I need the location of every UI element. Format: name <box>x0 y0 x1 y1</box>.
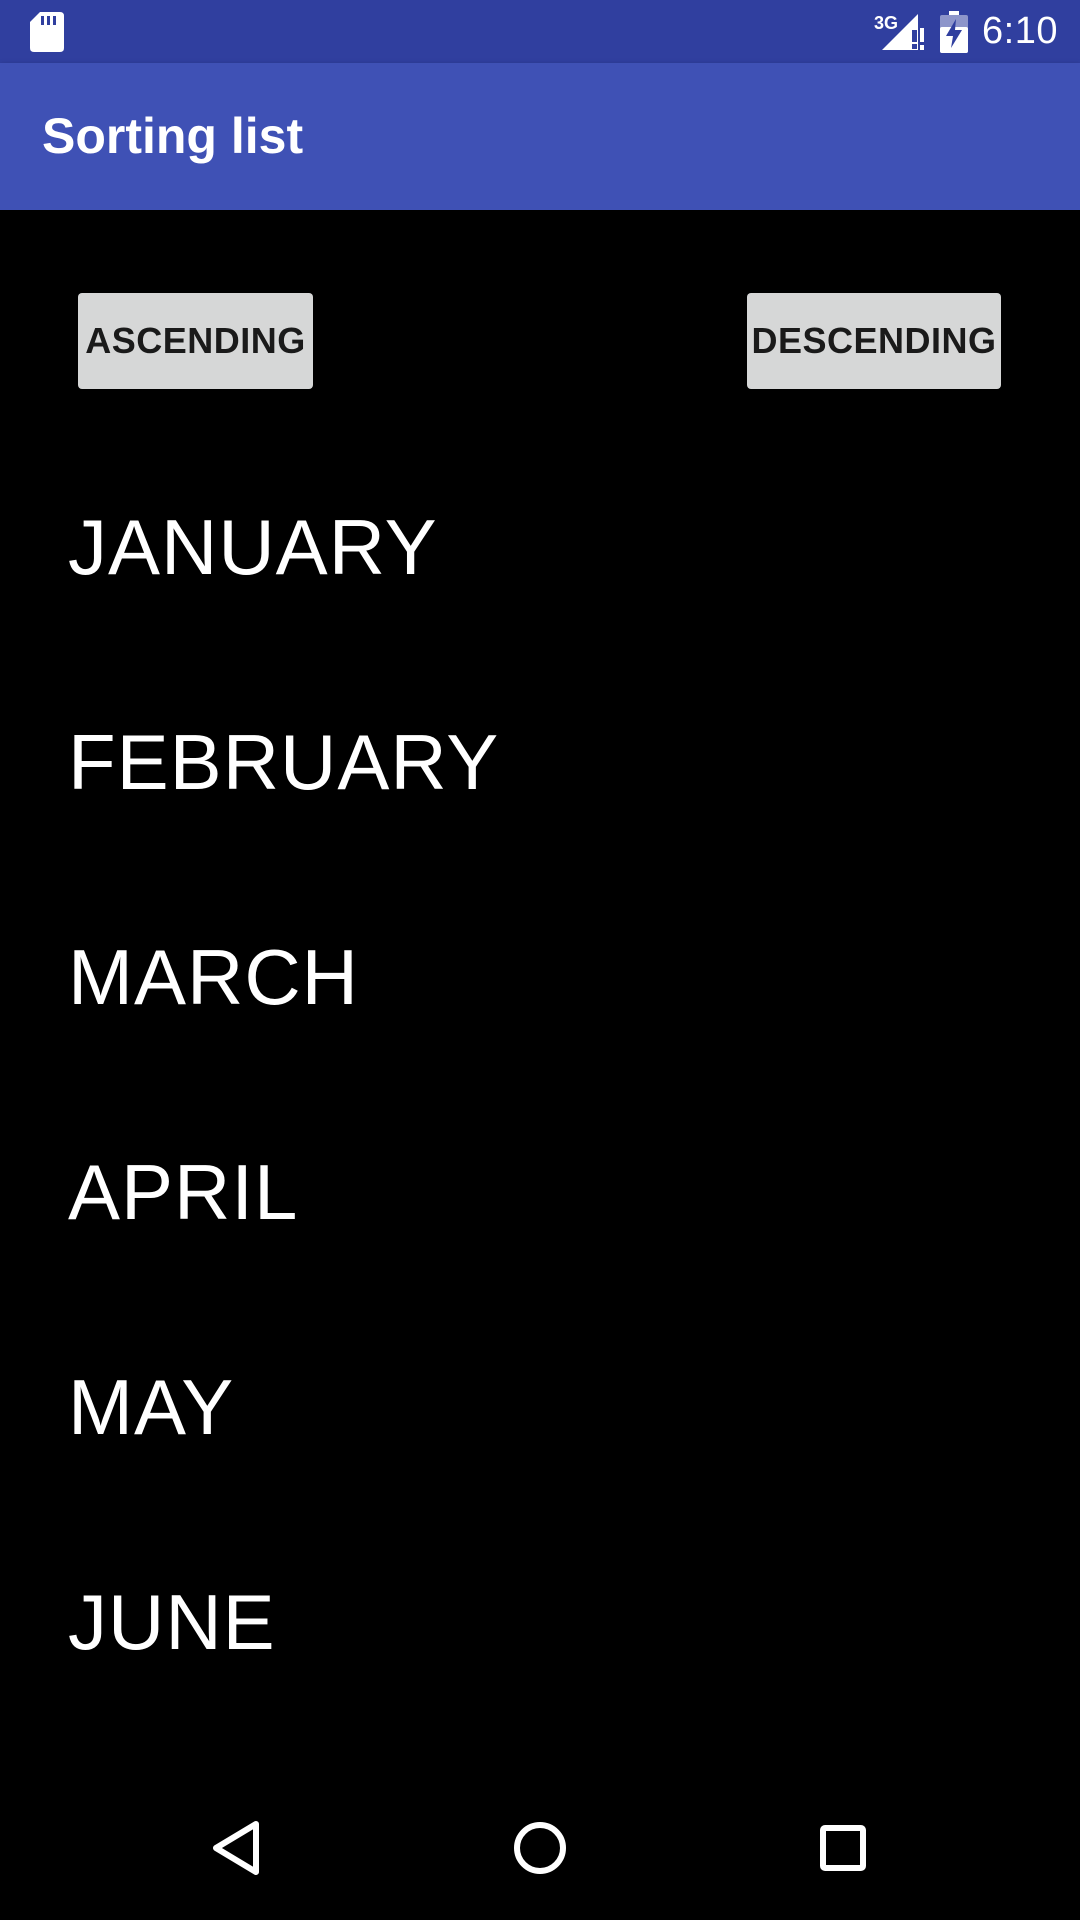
list-item-label: MAY <box>68 1363 235 1451</box>
list-item-label: JANUARY <box>68 503 438 591</box>
list-item[interactable] <box>0 1320 1080 1535</box>
list-item-label: APRIL <box>68 1148 299 1236</box>
network-type-label: 3G <box>874 12 899 33</box>
list-item-label: JUNE <box>68 1578 276 1666</box>
clock: 6:10 <box>982 10 1058 52</box>
list-item-label: FEBRUARY <box>68 718 500 806</box>
list-item[interactable] <box>0 675 1080 890</box>
battery-charging-icon <box>940 11 968 53</box>
status-icons <box>876 0 1058 63</box>
back-icon <box>210 1820 262 1876</box>
app-bar <box>0 63 1080 210</box>
recents-button[interactable] <box>801 1806 885 1890</box>
signal-icon <box>876 10 926 54</box>
status-bar <box>0 0 1080 63</box>
month-list <box>0 460 1080 1750</box>
home-icon <box>512 1820 568 1876</box>
list-item-label: MARCH <box>68 933 359 1021</box>
recents-icon <box>819 1824 867 1872</box>
ascending-button[interactable]: ASCENDING <box>78 293 313 389</box>
sd-card-icon <box>30 12 64 52</box>
list-item[interactable] <box>0 1105 1080 1320</box>
descending-button[interactable]: DESCENDING <box>747 293 1001 389</box>
list-item[interactable] <box>0 1535 1080 1750</box>
list-item[interactable] <box>0 460 1080 675</box>
back-button[interactable] <box>194 1806 278 1890</box>
list-item[interactable] <box>0 890 1080 1105</box>
page-title: Sorting list <box>42 108 304 164</box>
home-button[interactable] <box>498 1806 582 1890</box>
navigation-bar <box>0 1776 1080 1920</box>
